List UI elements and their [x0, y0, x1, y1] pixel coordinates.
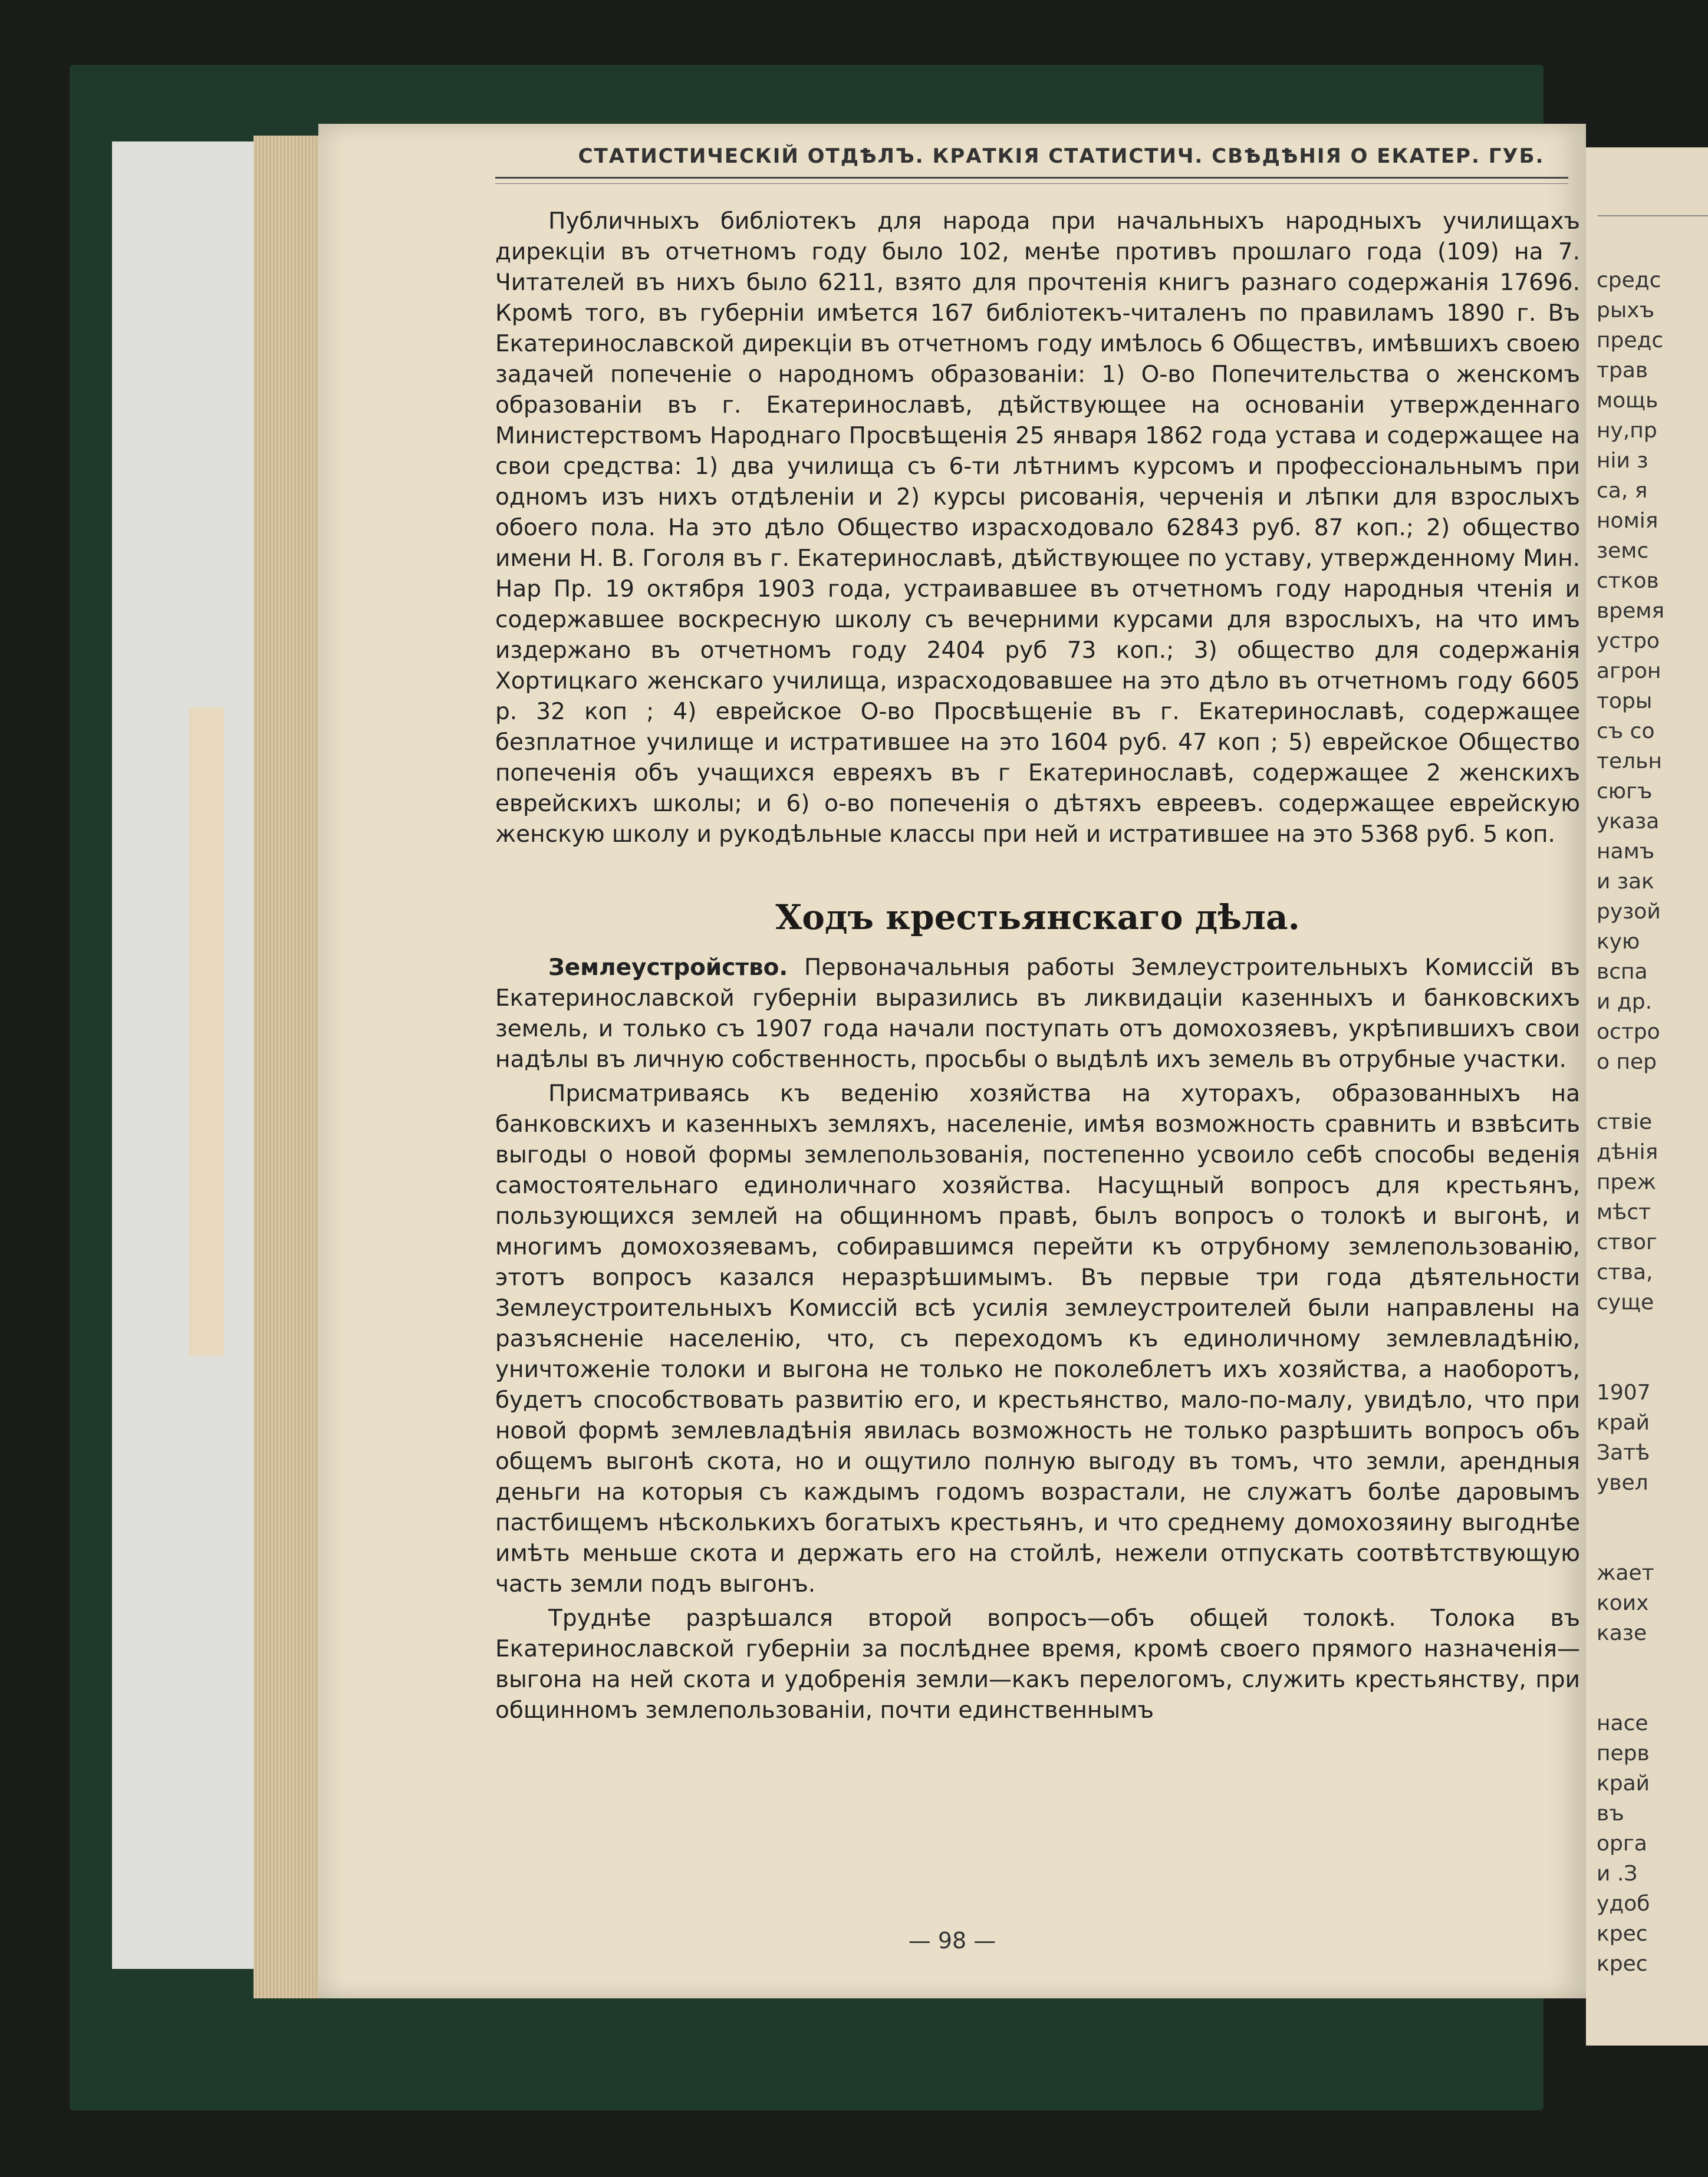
- page-number: — 98 —: [908, 1928, 996, 1954]
- facing-line: стков: [1597, 569, 1659, 593]
- facing-line: средс: [1597, 268, 1661, 292]
- book-page: [318, 124, 1586, 1998]
- facing-line: Затѣ: [1597, 1441, 1650, 1465]
- facing-line: жает: [1597, 1561, 1654, 1585]
- facing-line: крес: [1597, 1952, 1648, 1976]
- paragraph-farmsteads: Присматриваясь къ веденію хозяйства на хуторахъ, образованныхъ на банковскихъ и казенныхъ земляхъ, населеніе, имѣя возможность сравнить и взвѣсить выгоды о новой формы землепользованія, постепенно усвоило себѣ способы веденія самостоятельнаго единоличнаго хозяйства. Насущный вопросъ для крестьянъ, пользующихся землей на общинномъ правѣ, былъ вопросъ о толокѣ и выгонѣ, и многимъ домохозяевамъ, собиравшимся перейти къ отрубному землепользованію, этотъ вопросъ казался неразрѣшимымъ. Въ первые три года дѣятельности Землеустроительныхъ Комиссій всѣ усилія землеустроителей были направлены на разъясненіе населенію, что, съ переходомъ къ единоличному землевладѣнію, уничтоженіе толоки и выгона не только не поколеблетъ ихъ хозяйства, а наоборотъ, будетъ способствовать развитію его, и крестьянство, мало-по-малу, увидѣло, что при новой формѣ землевладѣнія явилась возможность не только разрѣшить вопросъ объ общемъ выгонѣ скота, но и ощутило полную выгоду въ томъ, что земли, арендныя деньги на которыя съ каждымъ годомъ возрастали, не служатъ болѣе даровымъ пастбищемъ нѣсколькихъ богатыхъ крестьянъ, и что среднему домохозяину выгоднѣе имѣть меньше скота и держать его на стойлѣ, нежели отпускать соотвѣтствующую часть земли подъ выгонъ.: [495, 1081, 1580, 1598]
- facing-line: предс: [1597, 328, 1664, 353]
- facing-page: [1586, 147, 1708, 2046]
- facing-line: увел: [1597, 1471, 1648, 1495]
- facing-line: время: [1597, 599, 1665, 623]
- facing-line: и др.: [1597, 990, 1653, 1014]
- facing-line: агрон: [1597, 659, 1661, 683]
- section-runin-heading: Землеустройство.: [548, 954, 788, 981]
- facing-line: тельн: [1597, 749, 1662, 773]
- facing-line: суще: [1597, 1290, 1654, 1315]
- paragraph-common-pasture: Труднѣе разрѣшался второй вопросъ—объ общей толокѣ. Толока въ Екатеринославской губерніи за послѣднее время, кромѣ своего прямого назначенія—выгона на ней скота и удобренія земли—какъ перелогомъ, служить крестьянству, при общинномъ землепользованіи, почти единственнымъ: [495, 1605, 1580, 1724]
- paragraph-libraries: Публичныхъ библіотекъ для народа при начальныхъ народныхъ училищахъ дирекціи въ отчетномъ году было 102, менѣе противъ прошлаго года (109) на 7. Читателей въ нихъ было 6211, взято для прочтенія книгъ разнаго содержанія 17696. Кромѣ того, въ губерніи имѣется 167 библіотекъ-читаленъ по правиламъ 1890 г. Въ Екатеринославской дирекціи въ отчетномъ году имѣлось 6 Обществъ, имѣвшихъ своею задачей попеченіе о народномъ образованіи: 1) О-во Попечительства о женскомъ образованіи въ г. Екатеринославѣ, дѣйствующее на основаніи утвержденнаго Министерствомъ Народнаго Просвѣщенія 25 января 1862 года устава и содержащее на свои средства: 1) два училища съ 6-ти лѣтнимъ курсомъ и профессіональнымъ при одномъ изъ нихъ отдѣленіи и 2) курсы рисованія, черченія и лѣпки для взрослыхъ обоего пола. На это дѣло Общество израсходовало 62843 руб. 87 коп.; 2) общество имени Н. В. Гоголя въ г. Екатеринославѣ, дѣйствующее по уставу, утвержденному Мин. Нар Пр. 19 октября 1903 года, устраивавшее въ отчетномъ году народныя чтенія и содержавшее воскресную школу съ вечерними курсами для взрослыхъ, на что имъ издержано въ отчетномъ году 2404 руб 73 коп.; 3) общество для содержанія Хортицкаго женскаго училища, израсходовавшее на это дѣло въ отчетномъ году 6605 р. 32 коп ; 4) еврейское О-во Просвѣщеніе въ г. Екатеринославѣ, содержащее безплатное училище и истратившее на это 1604 руб. 47 коп ; 5) еврейское Общество попеченія объ учащихся евреяхъ въ г Екатеринославѣ, содержащее 2 женскихъ еврейскихъ школы; и 6) о-во попеченія о дѣтяхъ евреевъ. содержащее еврейскую женскую школу и рукодѣльные классы при ней и истратившее на это 5368 руб. 5 коп.: [495, 208, 1580, 848]
- facing-line: казе: [1597, 1621, 1647, 1645]
- facing-line: сюгъ: [1597, 779, 1653, 803]
- facing-line: и .З: [1597, 1862, 1638, 1886]
- running-head: СТАТИСТИЧЕСКІЙ ОТДѢЛЪ. КРАТКІЯ СТАТИСТИЧ. СВѢДѢНІЯ О ЕКАТЕР. ГУБ.: [578, 144, 1545, 168]
- facing-line: дѣнія: [1597, 1140, 1658, 1164]
- facing-line: ствіе: [1597, 1110, 1653, 1134]
- facing-line: край: [1597, 1771, 1650, 1796]
- gutter-strip: [189, 707, 224, 1356]
- facing-line: номія: [1597, 509, 1658, 533]
- facing-line: въ: [1597, 1801, 1624, 1826]
- facing-line: торы: [1597, 689, 1653, 713]
- facing-line: орга: [1597, 1832, 1647, 1856]
- facing-line: остро: [1597, 1020, 1660, 1044]
- paragraph-land-management: [495, 953, 1580, 1075]
- paragraph-land-management-text: Первоначальныя работы Землеустроительныхъ Комиссій въ Екатеринославской губерніи выразились въ ликвидаціи казенныхъ и банковскихъ земель, и только съ 1907 года начали поступать отъ домохозяевъ, укрѣпившихъ свои надѣлы въ личную собственность, просьбы о выдѣлѣ ихъ земель въ отрубные участки.: [495, 954, 1580, 1073]
- facing-line: рыхъ: [1597, 298, 1655, 322]
- facing-line: кую: [1597, 930, 1640, 954]
- facing-line: край: [1597, 1411, 1650, 1435]
- facing-line: крес: [1597, 1922, 1648, 1946]
- facing-line: вспа: [1597, 960, 1648, 984]
- facing-line: ства,: [1597, 1260, 1653, 1285]
- facing-line: трав: [1597, 358, 1648, 383]
- facing-line: са, я: [1597, 479, 1648, 503]
- facing-line: мощь: [1597, 388, 1658, 413]
- facing-line: [1597, 1318, 1708, 1348]
- facing-line: ніи з: [1597, 449, 1648, 473]
- facing-line: [1597, 1678, 1708, 1708]
- facing-line: мѣст: [1597, 1200, 1651, 1224]
- facing-line: устро: [1597, 629, 1660, 653]
- facing-line: и зак: [1597, 870, 1654, 894]
- facing-line: ствог: [1597, 1230, 1657, 1254]
- facing-line: преж: [1597, 1170, 1656, 1194]
- facing-line: о пер: [1597, 1050, 1657, 1074]
- page-text: [495, 206, 1580, 1726]
- facing-line: перв: [1597, 1741, 1650, 1766]
- facing-line: ну,пр: [1597, 419, 1657, 443]
- facing-line: [1597, 1077, 1708, 1107]
- facing-line: удоб: [1597, 1892, 1650, 1916]
- facing-line: съ со: [1597, 719, 1655, 743]
- facing-line: насе: [1597, 1711, 1648, 1735]
- facing-line: коих: [1597, 1591, 1649, 1615]
- facing-line: [1597, 1648, 1708, 1678]
- facing-line: [1597, 1348, 1708, 1378]
- facing-line: [1597, 1498, 1708, 1528]
- facing-header-rule: [1598, 215, 1708, 216]
- facing-line: [1597, 1528, 1708, 1558]
- facing-line: земс: [1597, 539, 1649, 563]
- facing-line: намъ: [1597, 839, 1655, 864]
- section-title: Ходъ крестьянскаго дѣла.: [775, 897, 1300, 937]
- facing-line: указа: [1597, 809, 1660, 834]
- facing-page-text: [1597, 265, 1708, 1979]
- header-rule: [495, 177, 1568, 184]
- facing-line: 1907: [1597, 1381, 1651, 1405]
- facing-line: рузой: [1597, 900, 1661, 924]
